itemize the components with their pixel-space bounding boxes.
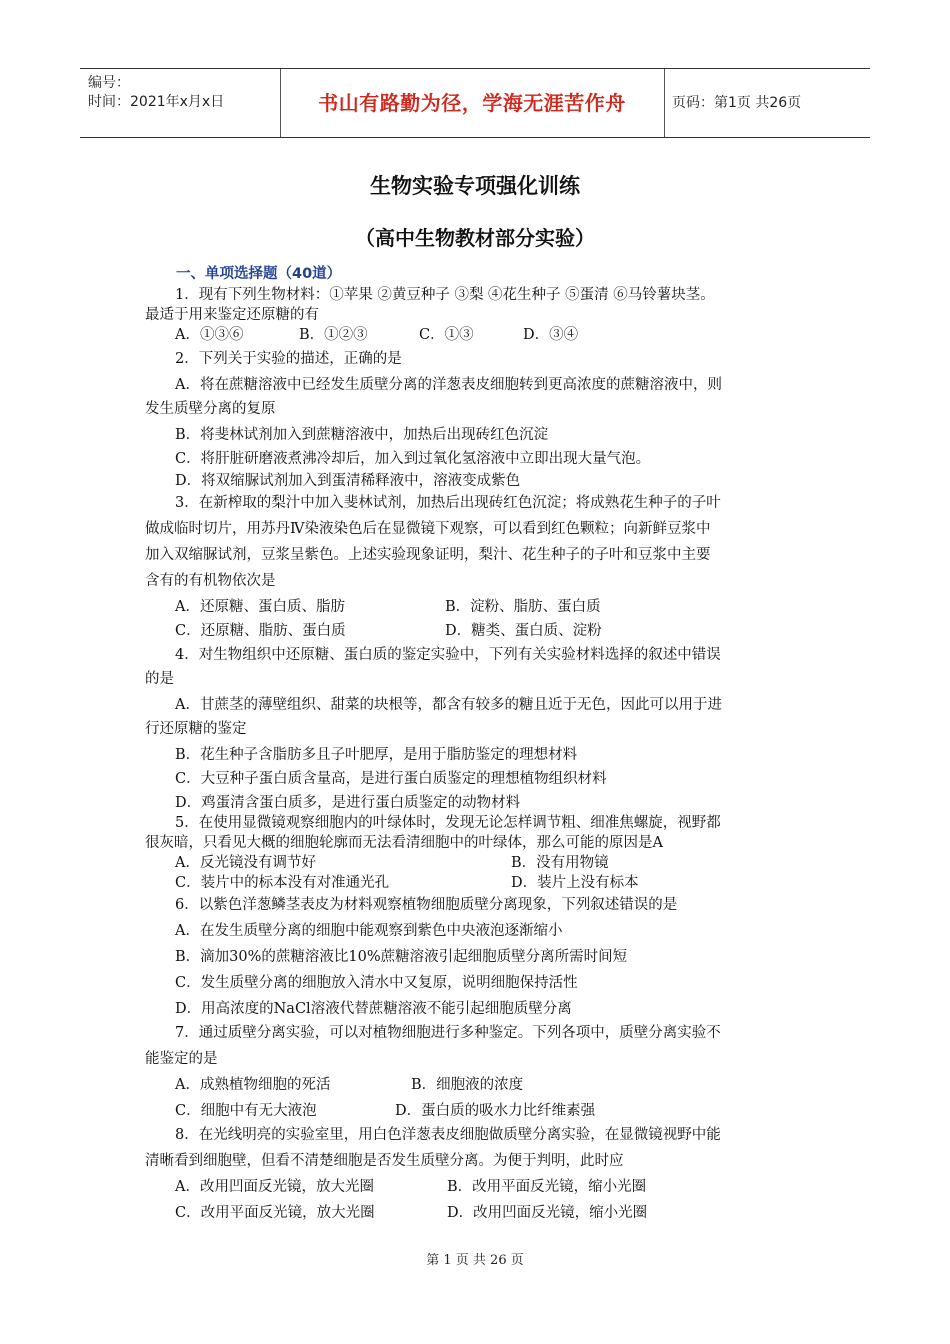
header-table [80,68,870,138]
options-row [145,597,810,617]
option-a: A．改用凹面反光镜，放大光圈 [175,1179,374,1195]
option-d: D．蛋白质的吸水力比纤维素强 [395,1103,596,1119]
header-divider [664,69,665,137]
options-row [145,621,810,641]
option-b: B．淀粉、脂肪、蛋白质 [445,599,601,615]
options-row [145,1203,810,1223]
question-stem: 最适于用来鉴定还原糖的有 [145,307,319,323]
question-stem: 的是 [145,671,174,687]
date-label: 时间：2021年x月x日 [88,94,225,110]
question-stem: 5．在使用显微镜观察细胞内的叶绿体时，发现无论怎样调节粗、细准焦螺旋，视野都 [175,815,721,831]
option-d: D．糖类、蛋白质、淀粉 [445,623,602,639]
question-stem: 清晰看到细胞壁，但看不清楚细胞是否发生质壁分离。为便于判明，此时应 [145,1153,624,1169]
options-row [145,873,810,893]
option-d: D．装片上没有标本 [511,875,639,891]
option-b: B．①②③ [299,327,368,343]
option-b: B．滴加30%的蔗糖溶液比10%蔗糖溶液引起细胞质壁分离所需时间短 [175,949,628,965]
document-title: 生物实验专项强化训练 [370,174,580,198]
option-b: B．将斐林试剂加入到蔗糖溶液中，加热后出现砖红色沉淀 [175,427,549,443]
option-d: D．改用凹面反光镜，缩小光圈 [447,1205,648,1221]
option-c: C．装片中的标本没有对准通光孔 [175,875,390,891]
option-a: A．①③⑥ [175,327,244,343]
option-a-cont: 发生质壁分离的复原 [145,401,276,417]
question-3 [145,493,810,641]
option-c: C．大豆种子蛋白质含量高，是进行蛋白质鉴定的理想植物组织材料 [175,771,607,787]
question-stem: 很灰暗，只看见大概的细胞轮廓而无法看清细胞中的叶绿体，那么可能的原因是A [145,835,663,851]
option-c: C．改用平面反光镜，放大光圈 [175,1205,375,1221]
option-d: D．③④ [523,327,579,343]
option-a: A．反光镜没有调节好 [175,855,316,871]
options-row [145,1177,810,1197]
question-7 [145,1023,810,1121]
question-stem: 2．下列关于实验的描述，正确的是 [175,351,402,367]
options-row [145,325,810,345]
options-row [145,853,810,873]
question-4 [145,645,810,813]
option-c: C．将肝脏研磨液煮沸冷却后，加入到过氧化氢溶液中立即出现大量气泡。 [175,451,651,467]
option-b: B．没有用物镜 [511,855,609,871]
question-stem: 含有的有机物依次是 [145,573,276,589]
question-stem: 加入双缩脲试剂，豆浆呈紫色。上述实验现象证明，梨汁、花生种子的子叶和豆浆中主要 [145,547,711,563]
question-stem: 4．对生物组织中还原糖、蛋白质的鉴定实验中，下列有关实验材料选择的叙述中错误 [175,647,721,663]
option-b: B．细胞液的浓度 [411,1077,524,1093]
question-8 [145,1125,810,1223]
question-5 [145,813,810,893]
question-2 [145,349,810,491]
question-list [145,285,810,1223]
question-stem: 3．在新榨取的梨汁中加入斐林试剂，加热后出现砖红色沉淀；将成熟花生种子的子叶 [175,495,721,511]
option-b: B．改用平面反光镜，缩小光圈 [447,1179,647,1195]
option-a: A．在发生质壁分离的细胞中能观察到紫色中央液泡逐渐缩小 [175,923,563,939]
option-c: C．细胞中有无大液泡 [175,1103,317,1119]
question-1 [145,285,810,345]
option-c: C．还原糖、脂肪、蛋白质 [175,623,346,639]
options-row [145,1101,810,1121]
section-title: 一、单项选择题（40道） [176,266,342,282]
question-stem: 7．通过质壁分离实验，可以对植物细胞进行多种鉴定。下列各项中，质壁分离实验不 [175,1025,721,1041]
number-label: 编号： [88,75,130,91]
option-a: A．甘蔗茎的薄壁组织、甜菜的块根等，都含有较多的糖且近于无色，因此可以用于进 [175,697,722,713]
option-d: D．将双缩脲试剂加入到蛋清稀释液中，溶液变成紫色 [175,473,521,489]
page-footer: 第 1 页 共 26 页 [426,1253,524,1268]
option-a-cont: 行还原糖的鉴定 [145,721,247,737]
question-6 [145,895,810,1019]
header-meta [88,74,224,112]
option-a: A．还原糖、蛋白质、脂肪 [175,599,345,615]
question-stem: 8．在光线明亮的实验室里，用白色洋葱表皮细胞做质壁分离实验，在显微镜视野中能 [175,1127,721,1143]
question-stem: 6．以紫色洋葱鳞茎表皮为材料观察植物细胞质壁分离现象，下列叙述错误的是 [175,897,678,913]
document-subtitle: （高中生物教材部分实验） [355,226,595,250]
option-b: B．花生种子含脂肪多且子叶肥厚，是用于脂肪鉴定的理想材料 [175,747,578,763]
option-a: A．将在蔗糖溶液中已经发生质壁分离的洋葱表皮细胞转到更高浓度的蔗糖溶液中，则 [175,377,722,393]
header-motto: 书山有路勤为径，学海无涯苦作舟 [318,91,626,115]
question-stem: 能鉴定的是 [145,1051,218,1067]
question-stem: 1．现有下列生物材料：①苹果 ②黄豆种子 ③梨 ④花生种子 ⑤蛋清 ⑥马铃薯块茎。 [175,287,715,303]
option-c: C．发生质壁分离的细胞放入清水中又复原，说明细胞保持活性 [175,975,578,991]
option-d: D．用高浓度的NaCl溶液代替蔗糖溶液不能引起细胞质壁分离 [175,1001,572,1017]
options-row [145,1075,810,1095]
option-d: D．鸡蛋清含蛋白质多，是进行蛋白质鉴定的动物材料 [175,795,521,811]
question-stem: 做成临时切片，用苏丹Ⅳ染液染色后在显微镜下观察，可以看到红色颗粒；向新鲜豆浆中 [145,521,711,537]
option-c: C．①③ [419,327,474,343]
header-page-info: 页码：第1页 共26页 [672,95,802,111]
option-a: A．成熟植物细胞的死活 [175,1077,331,1093]
